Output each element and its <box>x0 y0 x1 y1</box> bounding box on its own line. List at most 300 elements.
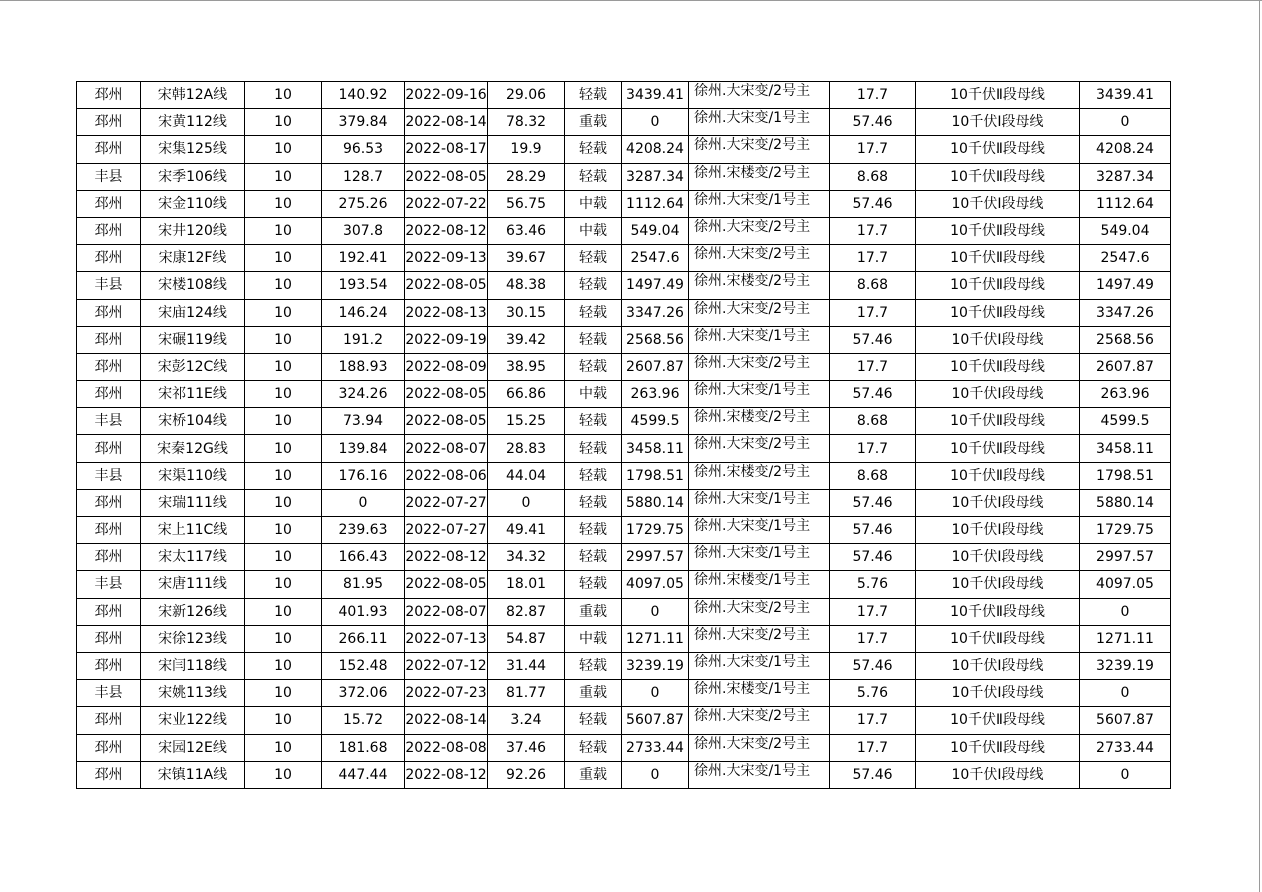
voltage-cell: 10 <box>245 707 322 734</box>
load-status-cell: 轻载 <box>565 544 622 571</box>
load-status-cell: 中载 <box>565 381 622 408</box>
capacity-cell: 57.46 <box>830 190 916 217</box>
margin-cell: 0 <box>622 680 689 707</box>
available-capacity-cell: 4208.24 <box>1080 136 1171 163</box>
available-capacity-cell: 549.04 <box>1080 217 1171 244</box>
load-status-cell: 轻载 <box>565 163 622 190</box>
bus-cell: 10千伏Ⅰ段母线 <box>916 326 1080 353</box>
voltage-cell: 10 <box>245 625 322 652</box>
substation-cell: 徐州.大宋变/1号主 <box>689 489 830 516</box>
table-row <box>77 625 1171 652</box>
bus-cell: 10千伏Ⅱ段母线 <box>916 299 1080 326</box>
load-rate-cell: 56.75 <box>488 190 565 217</box>
line-name-cell: 宋渠110线 <box>141 462 245 489</box>
available-capacity-cell: 1112.64 <box>1080 190 1171 217</box>
table-row <box>77 109 1171 136</box>
available-capacity-cell: 2607.87 <box>1080 353 1171 380</box>
load-rate-cell: 44.04 <box>488 462 565 489</box>
substation-cell: 徐州.宋楼变/2号主 <box>689 462 830 489</box>
county-cell: 邳州 <box>77 544 141 571</box>
available-capacity-cell: 2733.44 <box>1080 734 1171 761</box>
load-status-cell: 中载 <box>565 217 622 244</box>
county-cell: 丰县 <box>77 571 141 598</box>
margin-cell: 549.04 <box>622 217 689 244</box>
table-row <box>77 299 1171 326</box>
county-cell: 邳州 <box>77 598 141 625</box>
available-capacity-cell: 1497.49 <box>1080 272 1171 299</box>
line-name-cell: 宋韩12A线 <box>141 82 245 109</box>
bus-cell: 10千伏Ⅱ段母线 <box>916 408 1080 435</box>
load-rate-cell: 39.42 <box>488 326 565 353</box>
load-status-cell: 中载 <box>565 190 622 217</box>
current-cell: 140.92 <box>322 82 405 109</box>
margin-cell: 5880.14 <box>622 489 689 516</box>
county-cell: 邳州 <box>77 299 141 326</box>
load-status-cell: 轻载 <box>565 435 622 462</box>
county-cell: 邳州 <box>77 489 141 516</box>
date-cell: 2022-08-14 <box>405 707 488 734</box>
current-cell: 192.41 <box>322 245 405 272</box>
load-status-cell: 轻载 <box>565 299 622 326</box>
date-cell: 2022-08-14 <box>405 109 488 136</box>
margin-cell: 3439.41 <box>622 82 689 109</box>
county-cell: 邳州 <box>77 82 141 109</box>
county-cell: 邳州 <box>77 136 141 163</box>
line-name-cell: 宋秦12G线 <box>141 435 245 462</box>
available-capacity-cell: 1798.51 <box>1080 462 1171 489</box>
line-name-cell: 宋庙124线 <box>141 299 245 326</box>
margin-cell: 3239.19 <box>622 652 689 679</box>
line-name-cell: 宋井120线 <box>141 217 245 244</box>
margin-cell: 1271.11 <box>622 625 689 652</box>
line-name-cell: 宋姚113线 <box>141 680 245 707</box>
capacity-cell: 8.68 <box>830 163 916 190</box>
table-row <box>77 571 1171 598</box>
load-status-cell: 轻载 <box>565 734 622 761</box>
current-cell: 193.54 <box>322 272 405 299</box>
substation-cell: 徐州.大宋变/1号主 <box>689 326 830 353</box>
current-cell: 307.8 <box>322 217 405 244</box>
load-status-cell: 轻载 <box>565 489 622 516</box>
load-rate-cell: 37.46 <box>488 734 565 761</box>
table-row <box>77 761 1171 788</box>
date-cell: 2022-08-12 <box>405 217 488 244</box>
load-rate-cell: 92.26 <box>488 761 565 788</box>
load-rate-cell: 63.46 <box>488 217 565 244</box>
margin-cell: 1729.75 <box>622 517 689 544</box>
bus-cell: 10千伏Ⅱ段母线 <box>916 625 1080 652</box>
bus-cell: 10千伏Ⅱ段母线 <box>916 353 1080 380</box>
substation-cell: 徐州.大宋变/1号主 <box>689 761 830 788</box>
load-rate-cell: 38.95 <box>488 353 565 380</box>
current-cell: 447.44 <box>322 761 405 788</box>
load-status-cell: 轻载 <box>565 652 622 679</box>
date-cell: 2022-07-12 <box>405 652 488 679</box>
substation-cell: 徐州.宋楼变/2号主 <box>689 272 830 299</box>
bus-cell: 10千伏Ⅱ段母线 <box>916 435 1080 462</box>
load-status-cell: 重载 <box>565 109 622 136</box>
date-cell: 2022-08-12 <box>405 761 488 788</box>
available-capacity-cell: 0 <box>1080 761 1171 788</box>
capacity-cell: 8.68 <box>830 462 916 489</box>
date-cell: 2022-08-07 <box>405 435 488 462</box>
available-capacity-cell: 2568.56 <box>1080 326 1171 353</box>
table-row <box>77 652 1171 679</box>
margin-cell: 0 <box>622 598 689 625</box>
voltage-cell: 10 <box>245 245 322 272</box>
substation-cell: 徐州.大宋变/2号主 <box>689 217 830 244</box>
county-cell: 邳州 <box>77 217 141 244</box>
capacity-cell: 17.7 <box>830 707 916 734</box>
capacity-cell: 17.7 <box>830 625 916 652</box>
county-cell: 丰县 <box>77 163 141 190</box>
available-capacity-cell: 2997.57 <box>1080 544 1171 571</box>
voltage-cell: 10 <box>245 109 322 136</box>
load-rate-cell: 48.38 <box>488 272 565 299</box>
substation-cell: 徐州.大宋变/2号主 <box>689 625 830 652</box>
margin-cell: 0 <box>622 761 689 788</box>
capacity-cell: 57.46 <box>830 381 916 408</box>
bus-cell: 10千伏Ⅱ段母线 <box>916 82 1080 109</box>
available-capacity-cell: 1729.75 <box>1080 517 1171 544</box>
margin-cell: 4097.05 <box>622 571 689 598</box>
margin-cell: 4208.24 <box>622 136 689 163</box>
margin-cell: 1112.64 <box>622 190 689 217</box>
bus-cell: 10千伏Ⅱ段母线 <box>916 707 1080 734</box>
margin-cell: 2997.57 <box>622 544 689 571</box>
substation-cell: 徐州.大宋变/2号主 <box>689 136 830 163</box>
table-row <box>77 517 1171 544</box>
current-cell: 191.2 <box>322 326 405 353</box>
capacity-cell: 17.7 <box>830 734 916 761</box>
current-cell: 275.26 <box>322 190 405 217</box>
current-cell: 188.93 <box>322 353 405 380</box>
county-cell: 邳州 <box>77 435 141 462</box>
date-cell: 2022-08-13 <box>405 299 488 326</box>
voltage-cell: 10 <box>245 489 322 516</box>
margin-cell: 5607.87 <box>622 707 689 734</box>
load-rate-cell: 15.25 <box>488 408 565 435</box>
table-row <box>77 734 1171 761</box>
margin-cell: 2547.6 <box>622 245 689 272</box>
capacity-cell: 5.76 <box>830 680 916 707</box>
voltage-cell: 10 <box>245 462 322 489</box>
load-status-cell: 轻载 <box>565 462 622 489</box>
load-rate-cell: 31.44 <box>488 652 565 679</box>
voltage-cell: 10 <box>245 163 322 190</box>
margin-cell: 2733.44 <box>622 734 689 761</box>
substation-cell: 徐州.大宋变/2号主 <box>689 435 830 462</box>
date-cell: 2022-07-23 <box>405 680 488 707</box>
capacity-cell: 17.7 <box>830 435 916 462</box>
capacity-cell: 17.7 <box>830 245 916 272</box>
current-cell: 379.84 <box>322 109 405 136</box>
load-status-cell: 轻载 <box>565 571 622 598</box>
current-cell: 81.95 <box>322 571 405 598</box>
line-name-cell: 宋瑞111线 <box>141 489 245 516</box>
capacity-cell: 57.46 <box>830 517 916 544</box>
available-capacity-cell: 4097.05 <box>1080 571 1171 598</box>
margin-cell: 2568.56 <box>622 326 689 353</box>
load-rate-cell: 66.86 <box>488 381 565 408</box>
margin-cell: 3347.26 <box>622 299 689 326</box>
voltage-cell: 10 <box>245 544 322 571</box>
capacity-cell: 17.7 <box>830 82 916 109</box>
load-rate-cell: 18.01 <box>488 571 565 598</box>
capacity-cell: 57.46 <box>830 544 916 571</box>
substation-cell: 徐州.大宋变/2号主 <box>689 245 830 272</box>
table-row <box>77 680 1171 707</box>
load-rate-cell: 49.41 <box>488 517 565 544</box>
line-name-cell: 宋徐123线 <box>141 625 245 652</box>
line-name-cell: 宋新126线 <box>141 598 245 625</box>
bus-cell: 10千伏Ⅰ段母线 <box>916 571 1080 598</box>
county-cell: 丰县 <box>77 680 141 707</box>
bus-cell: 10千伏Ⅱ段母线 <box>916 245 1080 272</box>
load-status-cell: 轻载 <box>565 245 622 272</box>
substation-cell: 徐州.大宋变/1号主 <box>689 544 830 571</box>
capacity-cell: 57.46 <box>830 326 916 353</box>
voltage-cell: 10 <box>245 272 322 299</box>
date-cell: 2022-08-05 <box>405 571 488 598</box>
line-name-cell: 宋桥104线 <box>141 408 245 435</box>
available-capacity-cell: 0 <box>1080 109 1171 136</box>
county-cell: 丰县 <box>77 462 141 489</box>
load-status-cell: 重载 <box>565 761 622 788</box>
bus-cell: 10千伏Ⅰ段母线 <box>916 517 1080 544</box>
available-capacity-cell: 3239.19 <box>1080 652 1171 679</box>
available-capacity-cell: 0 <box>1080 598 1171 625</box>
bus-cell: 10千伏Ⅱ段母线 <box>916 734 1080 761</box>
county-cell: 邳州 <box>77 190 141 217</box>
current-cell: 324.26 <box>322 381 405 408</box>
current-cell: 166.43 <box>322 544 405 571</box>
margin-cell: 4599.5 <box>622 408 689 435</box>
substation-cell: 徐州.大宋变/2号主 <box>689 82 830 109</box>
table-row <box>77 353 1171 380</box>
capacity-cell: 57.46 <box>830 761 916 788</box>
table-row <box>77 544 1171 571</box>
capacity-cell: 17.7 <box>830 353 916 380</box>
line-name-cell: 宋集125线 <box>141 136 245 163</box>
current-cell: 372.06 <box>322 680 405 707</box>
load-rate-cell: 28.83 <box>488 435 565 462</box>
line-name-cell: 宋碾119线 <box>141 326 245 353</box>
load-status-cell: 中载 <box>565 625 622 652</box>
substation-cell: 徐州.大宋变/2号主 <box>689 299 830 326</box>
date-cell: 2022-08-06 <box>405 462 488 489</box>
voltage-cell: 10 <box>245 680 322 707</box>
table-body <box>77 82 1171 789</box>
margin-cell: 263.96 <box>622 381 689 408</box>
county-cell: 邳州 <box>77 652 141 679</box>
load-status-cell: 轻载 <box>565 82 622 109</box>
substation-cell: 徐州.大宋变/2号主 <box>689 707 830 734</box>
current-cell: 181.68 <box>322 734 405 761</box>
date-cell: 2022-09-19 <box>405 326 488 353</box>
margin-cell: 1497.49 <box>622 272 689 299</box>
date-cell: 2022-09-16 <box>405 82 488 109</box>
bus-cell: 10千伏Ⅱ段母线 <box>916 462 1080 489</box>
table-row <box>77 217 1171 244</box>
capacity-cell: 17.7 <box>830 136 916 163</box>
current-cell: 0 <box>322 489 405 516</box>
load-rate-cell: 82.87 <box>488 598 565 625</box>
load-rate-cell: 34.32 <box>488 544 565 571</box>
table-row <box>77 272 1171 299</box>
date-cell: 2022-07-22 <box>405 190 488 217</box>
date-cell: 2022-08-05 <box>405 408 488 435</box>
date-cell: 2022-08-12 <box>405 544 488 571</box>
substation-cell: 徐州.大宋变/1号主 <box>689 517 830 544</box>
line-name-cell: 宋业122线 <box>141 707 245 734</box>
bus-cell: 10千伏Ⅰ段母线 <box>916 381 1080 408</box>
date-cell: 2022-08-05 <box>405 381 488 408</box>
available-capacity-cell: 3458.11 <box>1080 435 1171 462</box>
load-rate-cell: 30.15 <box>488 299 565 326</box>
county-cell: 邳州 <box>77 625 141 652</box>
voltage-cell: 10 <box>245 381 322 408</box>
date-cell: 2022-08-05 <box>405 163 488 190</box>
voltage-cell: 10 <box>245 136 322 163</box>
substation-cell: 徐州.大宋变/1号主 <box>689 109 830 136</box>
load-status-cell: 轻载 <box>565 707 622 734</box>
line-name-cell: 宋闫118线 <box>141 652 245 679</box>
table-row <box>77 136 1171 163</box>
margin-cell: 0 <box>622 109 689 136</box>
county-cell: 邳州 <box>77 517 141 544</box>
line-name-cell: 宋镇11A线 <box>141 761 245 788</box>
capacity-cell: 17.7 <box>830 598 916 625</box>
current-cell: 146.24 <box>322 299 405 326</box>
voltage-cell: 10 <box>245 517 322 544</box>
load-rate-cell: 29.06 <box>488 82 565 109</box>
table-row <box>77 190 1171 217</box>
date-cell: 2022-07-27 <box>405 517 488 544</box>
current-cell: 96.53 <box>322 136 405 163</box>
table-row <box>77 435 1171 462</box>
line-name-cell: 宋季106线 <box>141 163 245 190</box>
voltage-cell: 10 <box>245 652 322 679</box>
available-capacity-cell: 0 <box>1080 680 1171 707</box>
bus-cell: 10千伏Ⅰ段母线 <box>916 190 1080 217</box>
line-name-cell: 宋康12F线 <box>141 245 245 272</box>
load-rate-cell: 78.32 <box>488 109 565 136</box>
county-cell: 邳州 <box>77 109 141 136</box>
load-rate-cell: 39.67 <box>488 245 565 272</box>
substation-cell: 徐州.宋楼变/1号主 <box>689 680 830 707</box>
county-cell: 邳州 <box>77 761 141 788</box>
line-name-cell: 宋园12E线 <box>141 734 245 761</box>
current-cell: 73.94 <box>322 408 405 435</box>
load-rate-cell: 81.77 <box>488 680 565 707</box>
load-rate-cell: 28.29 <box>488 163 565 190</box>
current-cell: 139.84 <box>322 435 405 462</box>
load-status-cell: 轻载 <box>565 353 622 380</box>
bus-cell: 10千伏Ⅰ段母线 <box>916 544 1080 571</box>
line-name-cell: 宋祁11E线 <box>141 381 245 408</box>
voltage-cell: 10 <box>245 217 322 244</box>
load-status-cell: 轻载 <box>565 517 622 544</box>
capacity-cell: 17.7 <box>830 217 916 244</box>
margin-cell: 3287.34 <box>622 163 689 190</box>
current-cell: 401.93 <box>322 598 405 625</box>
page-edge-right <box>1259 0 1260 892</box>
substation-cell: 徐州.大宋变/2号主 <box>689 734 830 761</box>
capacity-cell: 17.7 <box>830 299 916 326</box>
substation-cell: 徐州.宋楼变/1号主 <box>689 571 830 598</box>
county-cell: 邳州 <box>77 353 141 380</box>
capacity-cell: 57.46 <box>830 109 916 136</box>
table-row <box>77 381 1171 408</box>
capacity-cell: 57.46 <box>830 652 916 679</box>
bus-cell: 10千伏Ⅱ段母线 <box>916 217 1080 244</box>
capacity-cell: 8.68 <box>830 408 916 435</box>
substation-cell: 徐州.大宋变/1号主 <box>689 652 830 679</box>
county-cell: 丰县 <box>77 272 141 299</box>
substation-cell: 徐州.大宋变/2号主 <box>689 598 830 625</box>
available-capacity-cell: 3347.26 <box>1080 299 1171 326</box>
voltage-cell: 10 <box>245 408 322 435</box>
voltage-cell: 10 <box>245 435 322 462</box>
line-name-cell: 宋黄112线 <box>141 109 245 136</box>
load-rate-cell: 3.24 <box>488 707 565 734</box>
available-capacity-cell: 5880.14 <box>1080 489 1171 516</box>
date-cell: 2022-08-09 <box>405 353 488 380</box>
current-cell: 176.16 <box>322 462 405 489</box>
line-name-cell: 宋唐111线 <box>141 571 245 598</box>
voltage-cell: 10 <box>245 571 322 598</box>
substation-cell: 徐州.宋楼变/2号主 <box>689 408 830 435</box>
available-capacity-cell: 5607.87 <box>1080 707 1171 734</box>
feeder-load-table <box>76 81 1171 789</box>
date-cell: 2022-08-05 <box>405 272 488 299</box>
substation-cell: 徐州.宋楼变/2号主 <box>689 163 830 190</box>
page-edge-top <box>0 0 1262 1</box>
voltage-cell: 10 <box>245 761 322 788</box>
bus-cell: 10千伏Ⅰ段母线 <box>916 761 1080 788</box>
substation-cell: 徐州.大宋变/1号主 <box>689 381 830 408</box>
voltage-cell: 10 <box>245 734 322 761</box>
county-cell: 邳州 <box>77 326 141 353</box>
bus-cell: 10千伏Ⅰ段母线 <box>916 109 1080 136</box>
load-rate-cell: 19.9 <box>488 136 565 163</box>
table-row <box>77 489 1171 516</box>
voltage-cell: 10 <box>245 353 322 380</box>
voltage-cell: 10 <box>245 82 322 109</box>
substation-cell: 徐州.大宋变/2号主 <box>689 353 830 380</box>
county-cell: 邳州 <box>77 245 141 272</box>
available-capacity-cell: 2547.6 <box>1080 245 1171 272</box>
available-capacity-cell: 1271.11 <box>1080 625 1171 652</box>
table-row <box>77 245 1171 272</box>
line-name-cell: 宋上11C线 <box>141 517 245 544</box>
date-cell: 2022-09-13 <box>405 245 488 272</box>
county-cell: 邳州 <box>77 381 141 408</box>
voltage-cell: 10 <box>245 299 322 326</box>
bus-cell: 10千伏Ⅱ段母线 <box>916 136 1080 163</box>
current-cell: 239.63 <box>322 517 405 544</box>
bus-cell: 10千伏Ⅰ段母线 <box>916 680 1080 707</box>
date-cell: 2022-07-13 <box>405 625 488 652</box>
bus-cell: 10千伏Ⅰ段母线 <box>916 652 1080 679</box>
load-status-cell: 轻载 <box>565 272 622 299</box>
margin-cell: 2607.87 <box>622 353 689 380</box>
capacity-cell: 5.76 <box>830 571 916 598</box>
bus-cell: 10千伏Ⅱ段母线 <box>916 163 1080 190</box>
line-name-cell: 宋楼108线 <box>141 272 245 299</box>
bus-cell: 10千伏Ⅰ段母线 <box>916 489 1080 516</box>
